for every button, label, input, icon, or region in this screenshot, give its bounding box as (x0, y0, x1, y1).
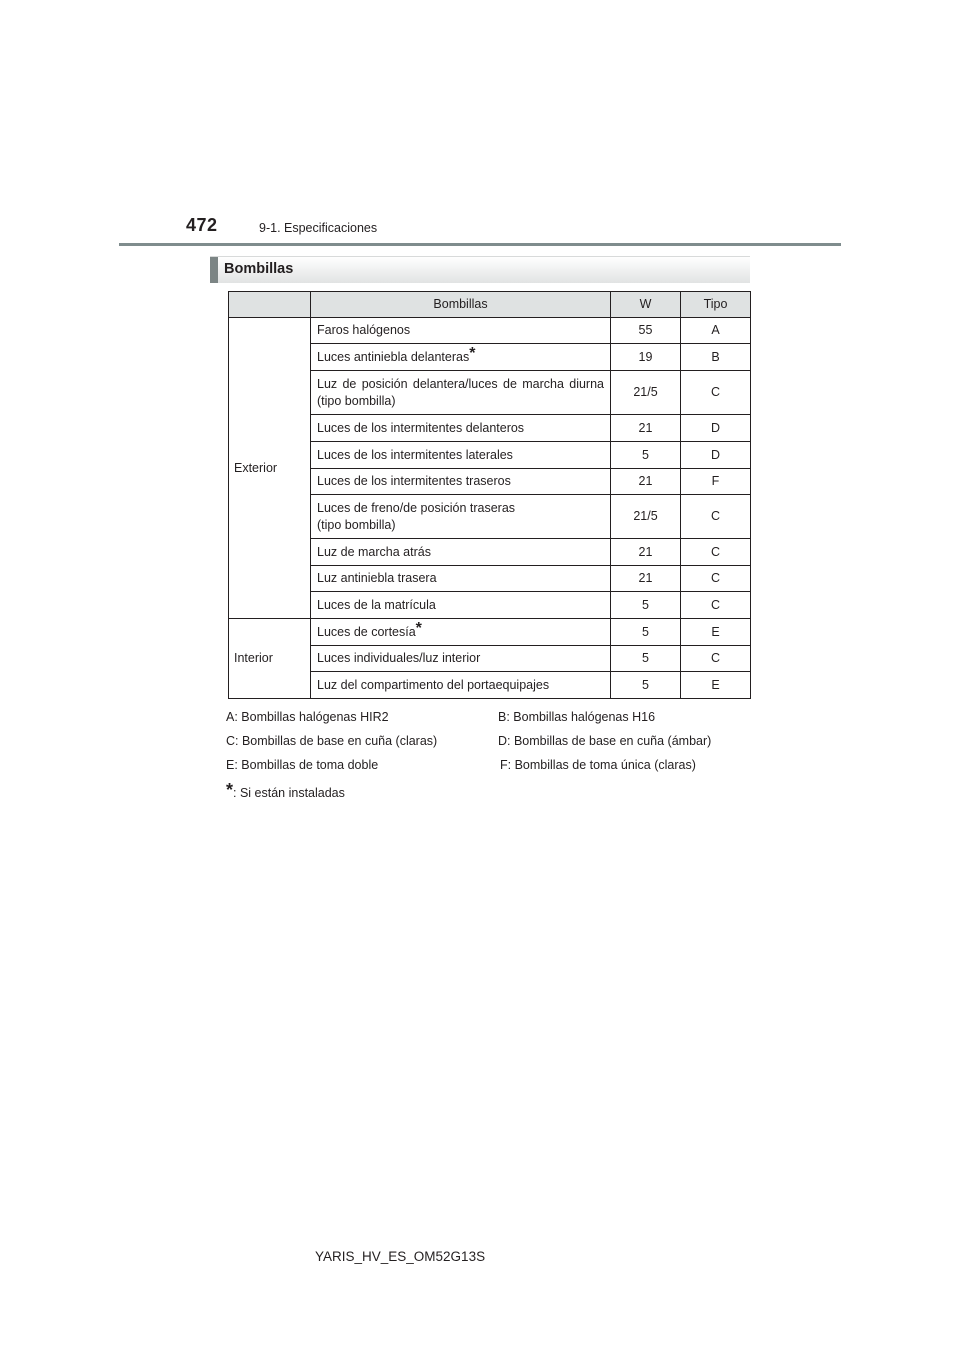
type-cell: C (681, 592, 751, 619)
watts-cell: 21 (611, 566, 681, 592)
section-title: Bombillas (224, 261, 294, 277)
bulb-name-cell: Luz de posición delantera/luces de marcha diurna (tipo bombilla) (311, 371, 611, 415)
legend-a: A: Bombillas halógenas HIR2 (226, 710, 389, 724)
type-cell: C (681, 646, 751, 672)
type-cell: D (681, 442, 751, 469)
type-cell: B (681, 344, 751, 371)
footnote-text: : Si están instaladas (233, 786, 345, 800)
watts-cell: 55 (611, 318, 681, 344)
document-code: YARIS_HV_ES_OM52G13S (315, 1249, 486, 1264)
table-row (229, 318, 751, 344)
legend-c: C: Bombillas de base en cuña (claras) (226, 734, 438, 748)
header-rule (119, 243, 841, 246)
table-row (229, 619, 751, 646)
type-cell: E (681, 619, 751, 646)
bulb-name-cell: Faros halógenos (311, 318, 611, 344)
watts-cell: 21/5 (611, 495, 681, 539)
bulb-name-cell: Luces individuales/luz interior (311, 646, 611, 672)
watts-cell: 21 (611, 469, 681, 495)
bulb-name-cell: Luces de freno/de posición traseras (tipo bombilla) (311, 495, 611, 539)
footnote-asterisk: * (469, 344, 476, 362)
bulb-name-cell: Luz de marcha atrás (311, 539, 611, 566)
watts-cell: 19 (611, 344, 681, 371)
type-cell: C (681, 371, 751, 415)
watts-cell: 21 (611, 415, 681, 442)
footnote-asterisk: * (226, 780, 234, 800)
watts-cell: 5 (611, 592, 681, 619)
watts-cell: 21/5 (611, 371, 681, 415)
watts-cell: 5 (611, 672, 681, 699)
bulb-name-cell: Luz antiniebla trasera (311, 566, 611, 592)
section-heading-bar (210, 256, 750, 283)
footnote (226, 780, 345, 801)
column-header-watts: W (611, 292, 681, 318)
legend-e: E: Bombillas de toma doble (226, 758, 379, 772)
type-cell: D (681, 415, 751, 442)
group-label-exterior: Exterior (229, 318, 311, 619)
bulb-name-cell: Luces de la matrícula (311, 592, 611, 619)
bulb-name-cell: Luces de los intermitentes traseros (311, 469, 611, 495)
type-cell: C (681, 566, 751, 592)
footnote-asterisk: * (415, 619, 422, 637)
column-header-group (229, 292, 311, 318)
watts-cell: 5 (611, 619, 681, 646)
page-number: 472 (186, 215, 218, 235)
watts-cell: 21 (611, 539, 681, 566)
legend-d: D: Bombillas de base en cuña (ámbar) (498, 734, 712, 748)
bulbs-table (228, 291, 751, 699)
bulb-name-cell: Luces de los intermitentes delanteros (311, 415, 611, 442)
type-cell: C (681, 539, 751, 566)
column-header-bulbs: Bombillas (311, 292, 611, 318)
section-label: 9-1. Especificaciones (259, 221, 378, 235)
bulb-name-cell: Luz del compartimento del portaequipajes (311, 672, 611, 699)
type-cell: A (681, 318, 751, 344)
watts-cell: 5 (611, 646, 681, 672)
type-cell: E (681, 672, 751, 699)
watts-cell: 5 (611, 442, 681, 469)
group-label-interior: Interior (229, 619, 311, 699)
type-cell: C (681, 495, 751, 539)
section-heading-accent (210, 257, 218, 283)
bulb-name-cell: Luces de los intermitentes laterales (311, 442, 611, 469)
bulb-name-cell: Luces de cortesía* (311, 619, 611, 646)
bulb-name-cell: Luces antiniebla delanteras* (311, 344, 611, 371)
legend-f: F: Bombillas de toma única (claras) (500, 758, 696, 772)
legend-b: B: Bombillas halógenas H16 (498, 710, 656, 724)
table-header-row (229, 292, 751, 318)
column-header-type: Tipo (681, 292, 751, 318)
type-cell: F (681, 469, 751, 495)
